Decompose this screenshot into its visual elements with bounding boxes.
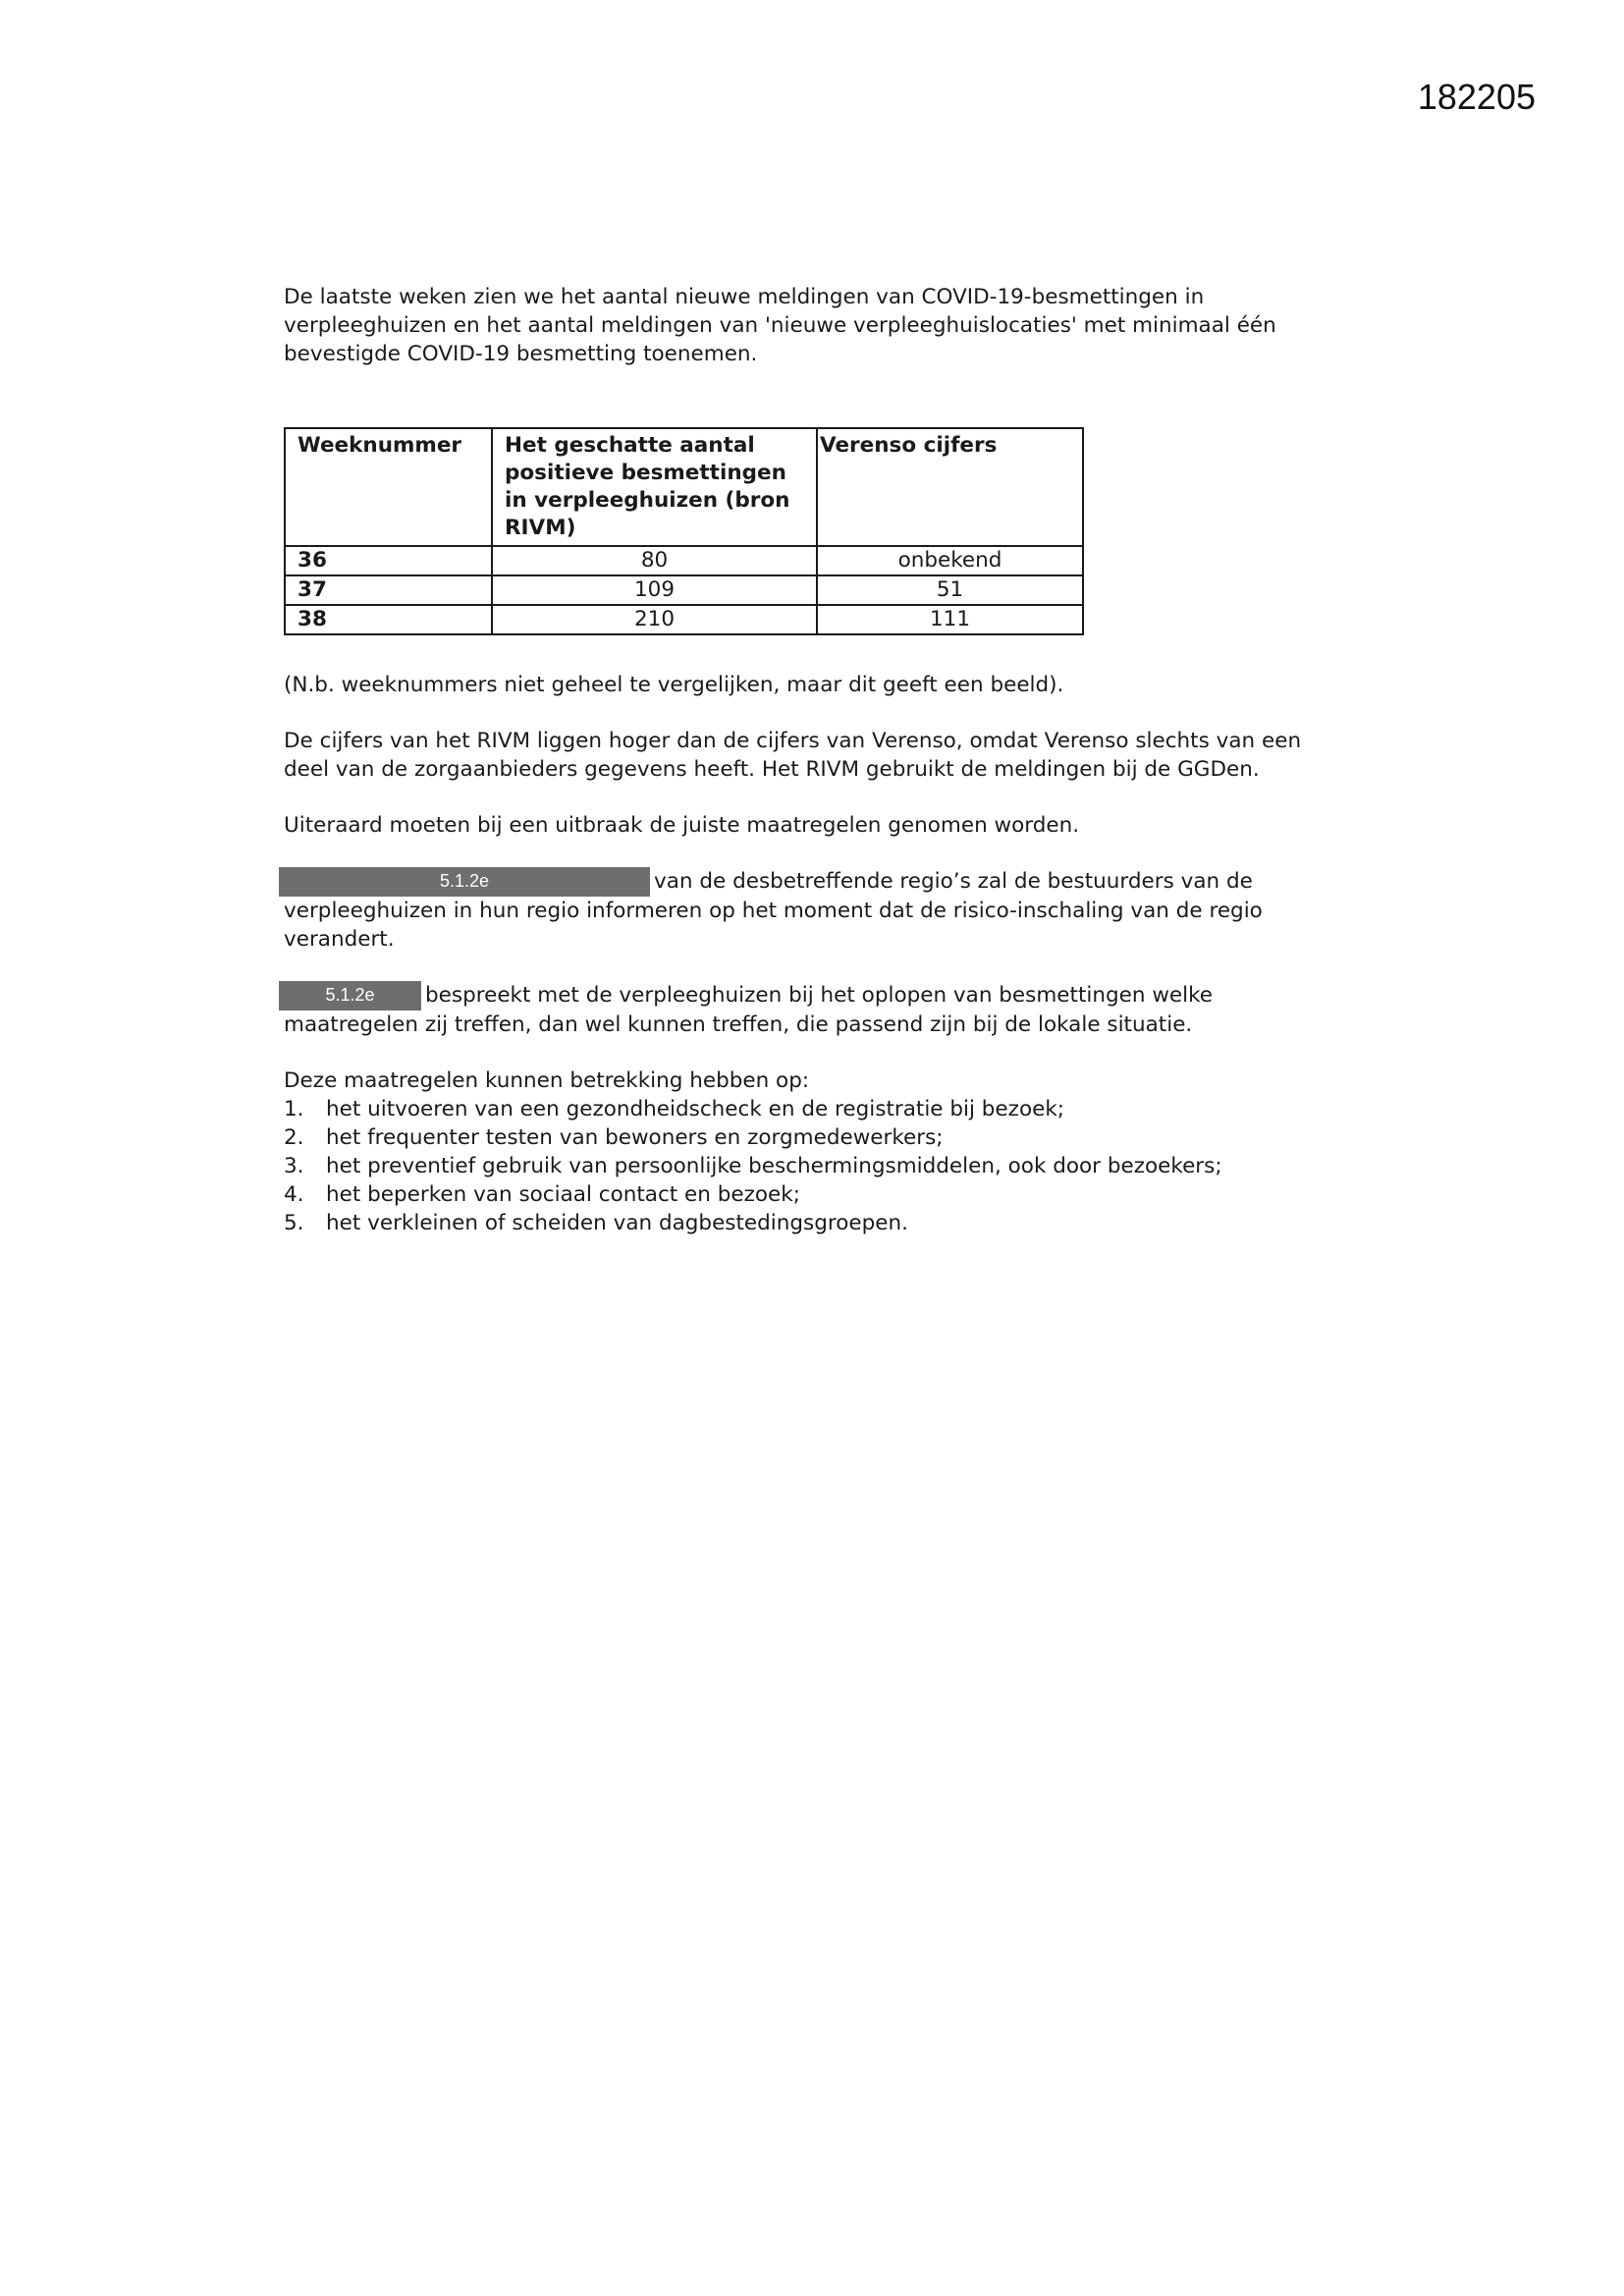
list-item-number: 1.: [284, 1097, 304, 1121]
cell-rivm: 210: [492, 605, 817, 634]
table-row: [285, 575, 1083, 605]
cell-week: 38: [285, 605, 492, 634]
regio-paragraph: [284, 867, 1344, 954]
list-item-number: 2.: [284, 1125, 304, 1150]
bespreekt-paragraph-text: bespreekt met de verpleeghuizen bij het oplopen van besmettingen welke maatregelen zij treffen, dan wel kunnen treffen, die passend zijn bij de lokale situatie.: [284, 983, 1214, 1037]
redaction-block: 5.1.2e: [279, 981, 421, 1011]
list-item: [284, 1123, 1344, 1152]
table-header-row: [285, 428, 1083, 546]
measures-list: [284, 1095, 1344, 1237]
header-verenso: Verenso cijfers: [817, 428, 1083, 546]
regio-paragraph-text: van de desbetreffende regio’s zal de bestuurders van de verpleeghuizen in hun regio informeren op het moment dat de risico-inschaling van de regio verandert.: [284, 869, 1263, 952]
bespreekt-paragraph: [284, 981, 1344, 1039]
list-item-number: 4.: [284, 1182, 304, 1207]
document-number: 182205: [1417, 77, 1536, 117]
measures-needed-paragraph: Uiteraard moeten bij een uitbraak de juiste maatregelen genomen worden.: [284, 813, 1080, 838]
header-weeknummer: Weeknummer: [285, 428, 492, 546]
cell-verenso: 111: [817, 605, 1083, 634]
list-item-text: het beperken van sociaal contact en bezoek;: [326, 1182, 800, 1207]
list-item: [284, 1152, 1344, 1180]
list-item-text: het frequenter testen van bewoners en zorgmedewerkers;: [326, 1125, 944, 1150]
intro-paragraph: De laatste weken zien we het aantal nieuwe meldingen van COVID-19-besmettingen in verpleeghuizen en het aantal meldingen van 'nieuwe verpleeghuislocaties' met minimaal één bevestigde COVID-19 besmetting toenemen.: [284, 285, 1276, 366]
list-item: [284, 1095, 1344, 1123]
table-row: [285, 605, 1083, 634]
infections-table: [284, 427, 1084, 635]
header-rivm: Het geschatte aantal positieve besmettingen in verpleeghuizen (bron RIVM): [492, 428, 817, 546]
rivm-verenso-paragraph: De cijfers van het RIVM liggen hoger dan de cijfers van Verenso, omdat Verenso slechts van een deel van de zorgaanbieders gegevens heeft. Het RIVM gebruikt de meldingen bij de GGDen.: [284, 729, 1302, 782]
list-item: [284, 1209, 1344, 1237]
cell-rivm: 80: [492, 546, 817, 575]
document-body: [284, 283, 1344, 1237]
list-item-text: het verkleinen of scheiden van dagbestedingsgroepen.: [326, 1211, 908, 1235]
list-intro: Deze maatregelen kunnen betrekking hebben op:: [284, 1068, 810, 1093]
list-item-number: 5.: [284, 1211, 304, 1235]
list-item-text: het uitvoeren van een gezondheidscheck en de registratie bij bezoek;: [326, 1097, 1065, 1121]
list-item-number: 3.: [284, 1154, 304, 1178]
list-item: [284, 1180, 1344, 1209]
cell-verenso: 51: [817, 575, 1083, 605]
cell-week: 37: [285, 575, 492, 605]
cell-verenso: onbekend: [817, 546, 1083, 575]
table-note: (N.b. weeknummers niet geheel te vergelijken, maar dit geeft een beeld).: [284, 673, 1064, 697]
cell-week: 36: [285, 546, 492, 575]
table-row: [285, 546, 1083, 575]
redaction-block: 5.1.2e: [279, 867, 650, 897]
list-item-text: het preventief gebruik van persoonlijke beschermingsmiddelen, ook door bezoekers;: [326, 1154, 1222, 1178]
cell-rivm: 109: [492, 575, 817, 605]
